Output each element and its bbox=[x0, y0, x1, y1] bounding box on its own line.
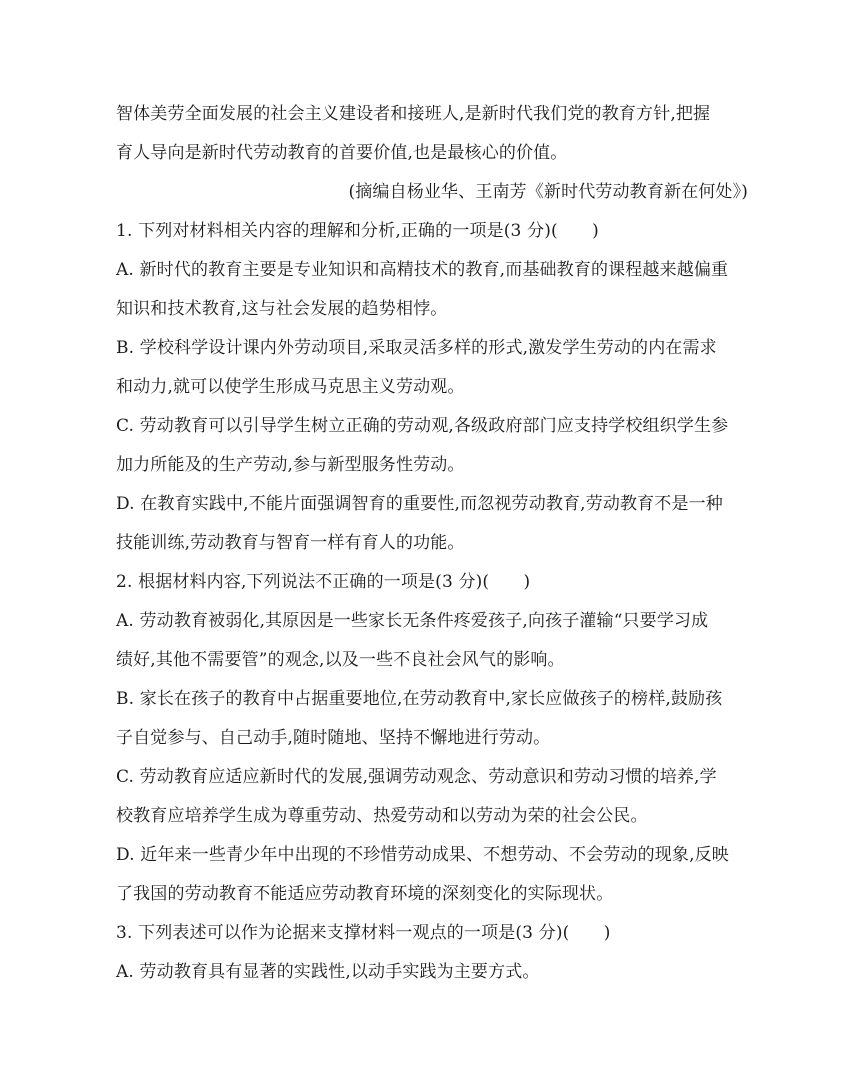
question-1-option-b: B. 学校科学设计课内外劳动项目,采取灵活多样的形式,激发学生劳动的内在需求 bbox=[116, 338, 717, 358]
question-1-option-d: D. 在教育实践中,不能片面强调智育的重要性,而忽视劳动教育,劳动教育不是一种 bbox=[116, 494, 723, 514]
passage-line: 育人导向是新时代劳动教育的首要价值,也是最核心的价值。 bbox=[116, 143, 568, 163]
question-1-stem: 1. 下列对材料相关内容的理解和分析,正确的一项是(3 分)( ) bbox=[116, 221, 599, 241]
passage-line: 智体美劳全面发展的社会主义建设者和接班人,是新时代我们党的教育方针,把握 bbox=[116, 104, 711, 124]
question-1-option-c: C. 劳动教育可以引导学生树立正确的劳动观,各级政府部门应支持学校组织学生参 bbox=[116, 416, 729, 436]
question-2-option-b: 子自觉参与、自己动手,随时随地、坚持不懈地进行劳动。 bbox=[116, 728, 551, 748]
question-2-stem: 2. 根据材料内容,下列说法不正确的一项是(3 分)( ) bbox=[116, 572, 531, 592]
question-3-stem: 3. 下列表述可以作为论据来支撑材料一观点的一项是(3 分)( ) bbox=[116, 923, 611, 943]
question-2-option-c: C. 劳动教育应适应新时代的发展,强调劳动观念、劳动意识和劳动习惯的培养,学 bbox=[116, 767, 717, 787]
question-2-option-d: 了我国的劳动教育不能适应劳动教育环境的深刻变化的实际现状。 bbox=[116, 884, 614, 904]
question-1-option-a: A. 新时代的教育主要是专业知识和高精技术的教育,而基础教育的课程越来越偏重 bbox=[116, 260, 729, 280]
question-1-option-d: 技能训练,劳动教育与智育一样有育人的功能。 bbox=[116, 533, 465, 553]
passage-source: (摘编自杨业华、王南芳《新时代劳动教育新在何处》) bbox=[348, 182, 748, 202]
question-1-option-a: 知识和技术教育,这与社会发展的趋势相悖。 bbox=[116, 299, 448, 319]
question-2-option-c: 校教育应培养学生成为尊重劳动、热爱劳动和以劳动为荣的社会公民。 bbox=[116, 806, 648, 826]
question-1-option-c: 加力所能及的生产劳动,参与新型服务性劳动。 bbox=[116, 455, 465, 475]
question-2-option-b: B. 家长在孩子的教育中占据重要地位,在劳动教育中,家长应做孩子的榜样,鼓励孩 bbox=[116, 689, 723, 709]
question-2-option-a: A. 劳动教育被弱化,其原因是一些家长无条件疼爱孩子,向孩子灌输“只要学习成 bbox=[116, 611, 709, 631]
question-2-option-d: D. 近年来一些青少年中出现的不珍惜劳动成果、不想劳动、不会劳动的现象,反映 bbox=[116, 845, 729, 865]
question-1-option-b: 和动力,就可以使学生形成马克思主义劳动观。 bbox=[116, 377, 465, 397]
question-3-option-a: A. 劳动教育具有显著的实践性,以动手实践为主要方式。 bbox=[116, 962, 540, 982]
question-2-option-a: 绩好,其他不需要管”的观念,以及一些不良社会风气的影响。 bbox=[116, 650, 565, 670]
